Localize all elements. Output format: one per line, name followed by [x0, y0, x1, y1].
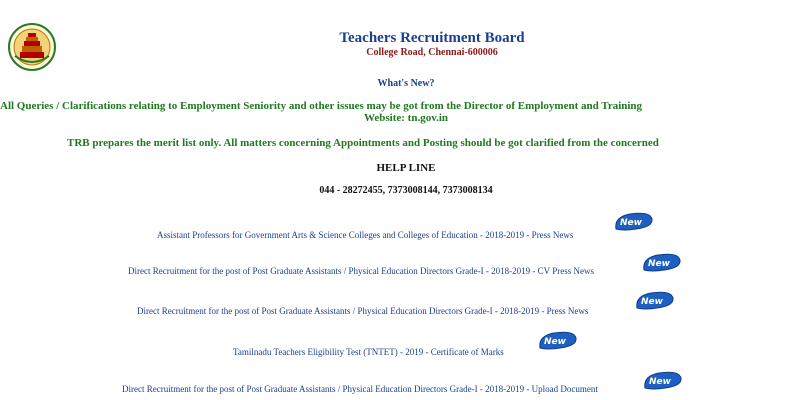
news-link-tntet-certificate[interactable]: Tamilnadu Teachers Eligibility Test (TNTET) - 2019 - Certificate of Marks	[233, 347, 504, 357]
badge-text: New	[649, 377, 671, 387]
new-badge-icon	[640, 252, 682, 274]
site-header	[232, 30, 632, 59]
helpline-numbers: 044 - 28272455, 7373008144, 7373008134	[319, 185, 493, 196]
badge-text: New	[544, 337, 566, 347]
new-badge-icon	[633, 290, 675, 312]
employment-notice-website[interactable]: Website: tn.gov.in	[363, 112, 449, 124]
merit-list-notice: TRB prepares the merit list only. All matters concerning Appointments and Posting should be got clarified from the concerned	[67, 137, 659, 149]
board-title: Teachers Recruitment Board	[339, 30, 525, 46]
new-badge-icon	[536, 330, 578, 352]
badge-text: New	[620, 218, 642, 228]
news-link-pg-cv-press-news[interactable]: Direct Recruitment for the post of Post Graduate Assistants / Physical Education Directors Grade-I - 2018-2019 - CV Press News	[128, 266, 594, 276]
new-badge-icon	[612, 211, 654, 233]
board-address: College Road, Chennai-600006	[366, 47, 498, 58]
whats-new-heading: What's New?	[377, 78, 435, 89]
news-link-pg-press-news[interactable]: Direct Recruitment for the post of Post Graduate Assistants / Physical Education Directors Grade-I - 2018-2019 - Press News	[137, 306, 589, 316]
helpline-title: HELP LINE	[376, 162, 436, 174]
tn-emblem-logo	[6, 22, 58, 72]
new-badge-icon	[641, 370, 683, 392]
badge-text: New	[641, 297, 663, 307]
badge-text: New	[648, 259, 670, 269]
employment-notice: All Queries / Clarifications relating to Employment Seniority and other issues may be got from the Director of Employment and Training	[0, 100, 643, 112]
news-link-pg-upload-document[interactable]: Direct Recruitment for the post of Post Graduate Assistants / Physical Education Directors Grade-I - 2018-2019 - Upload Document	[122, 384, 598, 394]
news-link-assistant-professors[interactable]: Assistant Professors for Government Arts & Science Colleges and Colleges of Education - 2018-2019 - Press News	[157, 230, 574, 240]
